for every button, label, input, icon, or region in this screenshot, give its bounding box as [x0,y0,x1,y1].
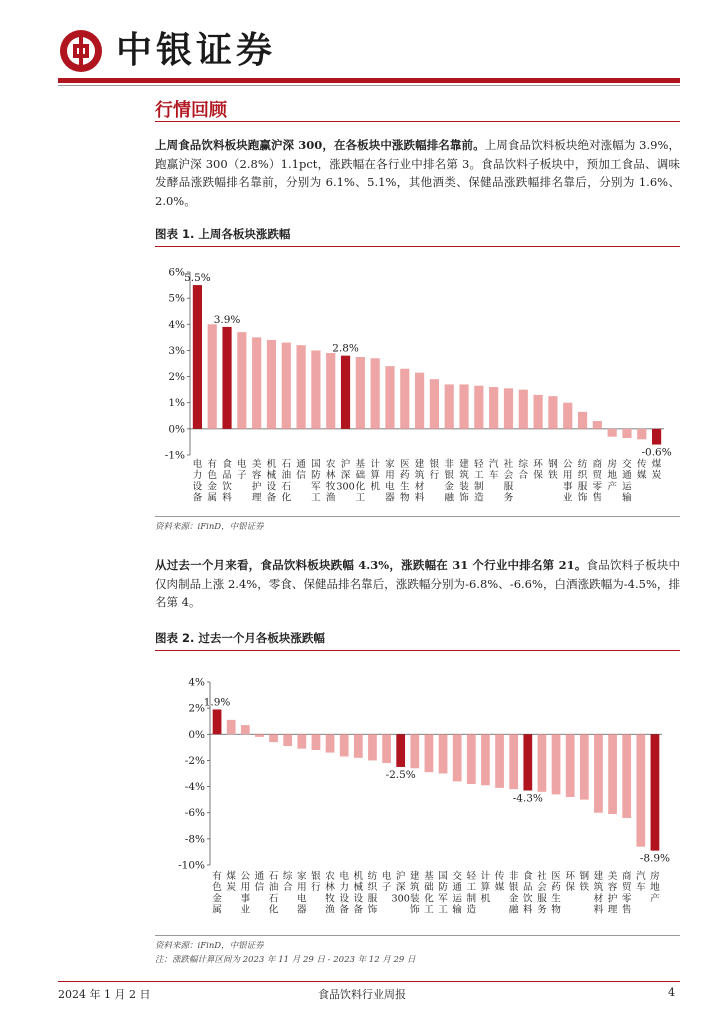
category-label: 商贸零售 [592,459,603,504]
bar-纺织服饰 [578,412,587,429]
footer-date: 2024 年 1 月 2 日 [58,988,151,1001]
figure-1-bottom-rule [155,516,680,517]
data-label: -8.9% [639,852,671,865]
bar-建筑装饰 [459,384,468,428]
bar-煤炭 [652,429,661,445]
bar-煤炭 [227,720,236,734]
figure-1-source: 资料来源：iFinD，中银证券 [155,522,264,532]
bar-轻工制造 [474,386,483,429]
y-tick-label: -1% [164,449,185,462]
bar-医药生物 [552,734,561,794]
data-label: 1.9% [203,696,231,709]
paragraph-2 [155,556,680,612]
category-label: 传媒 [636,459,647,482]
chart-weekly-sector-returns [150,260,680,515]
y-tick-label: 1% [168,397,185,410]
bar-计算机 [481,734,490,785]
figure-1-rule [155,246,680,247]
footer-rule [58,981,680,982]
bar-银行 [430,379,439,429]
bar-社会服务 [504,388,513,429]
category-label: 煤炭 [651,459,662,482]
category-label: 电子 [381,871,392,894]
category-label: 机械设备 [353,871,364,916]
category-label: 综合 [282,871,293,894]
bar-基础化工 [356,357,365,429]
bar-轻工制造 [467,734,476,784]
category-label: 建筑装饰 [459,459,469,504]
bar-房地产 [651,734,660,850]
category-label: 房地产 [650,871,660,905]
section-rule [155,121,680,122]
bar-建筑材料 [415,373,424,429]
bar-非银金融 [445,384,454,428]
category-label: 石油石化 [281,459,292,504]
bar-沪深300 [396,734,405,767]
category-label: 通信 [296,459,306,482]
bar-环保 [534,395,543,429]
footer-page-number: 4 [668,986,675,999]
bar-美容护理 [252,337,261,429]
paragraph-1-body: 上周食品饮料板块绝对涨幅为 3.9%，跑赢沪深 300（2.8%）1.1pct，涨跌幅在各行业中排名第 3。食品饮料子板块中，预加工食品、调味发酵品涨跌幅排名靠前，分别为 6.1%、5.1%，其他酒类、保健品涨跌幅排名靠后，分别为 1.6%、2.0%。 [155,138,680,208]
category-label: 银行 [429,459,440,482]
category-label: 社会服务 [503,459,514,504]
bar-石油石化 [282,343,291,429]
category-label: 非银金融 [508,871,519,916]
bar-传媒 [495,734,504,788]
category-label: 机械设备 [266,459,277,504]
bar-家用电器 [297,734,306,748]
bar-汽车 [489,387,498,429]
bar-环保 [566,734,575,797]
y-tick-label: -4% [184,781,205,794]
bar-公用事业 [241,725,250,734]
y-tick-label: -10% [178,859,205,872]
category-label: 沪深 300 [391,871,410,905]
category-label: 轻工制造 [474,459,484,504]
y-tick-label: 4% [188,676,205,689]
bar-纺织服饰 [368,734,377,760]
y-tick-label: 5% [168,292,185,305]
bar-机械设备 [354,734,363,758]
bar-传媒 [637,429,646,439]
category-label: 石油石化 [268,871,279,916]
category-label: 轻工制造 [466,871,477,916]
y-tick-label: 6% [168,266,185,279]
bar-汽车 [636,734,645,846]
data-label: 2.8% [332,342,359,355]
bar-电子 [382,734,391,763]
category-label: 食品饮料 [523,871,533,916]
bar-基础化工 [425,734,434,772]
bar-农林牧渔 [326,734,335,752]
paragraph-2-body: 食品饮料子板块中仅肉制品上涨 2.4%，零食、保健品排名靠后，涨跌幅分别为-6.8%、-6.6%，白酒涨跌幅为-4.5%，排名第 4。 [155,558,681,609]
bar-家用电器 [385,366,394,429]
bar-食品饮料 [523,734,532,790]
figure-2-rule [155,650,680,651]
category-label: 计算机 [370,459,380,493]
data-label: -2.5% [385,768,416,781]
category-label: 汽车 [636,871,646,894]
data-label: -0.6% [641,446,672,459]
category-label: 国防军工 [311,459,321,504]
category-label: 有色金属 [212,871,222,916]
category-label: 建筑材料 [593,871,604,916]
category-label: 纺织服饰 [577,459,588,504]
bar-国防军工 [311,350,320,428]
category-label: 医药生物 [399,459,410,504]
header-rule [58,78,680,83]
figure-2-title: 图表 2. 过去一个月各板块涨跌幅 [155,631,325,645]
bar-钢铁 [580,734,589,799]
header-rule-thin [58,85,680,86]
category-label: 钢铁 [579,871,590,894]
data-label: 3.9% [213,313,241,326]
category-label: 计算机 [480,871,491,905]
category-label: 纺织服饰 [367,871,378,916]
category-label: 农林牧渔 [325,459,336,504]
bar-食品饮料 [222,327,231,429]
y-tick-label: 4% [168,318,185,331]
category-label: 食品饮料 [222,459,232,504]
figure-1-title: 图表 1. 上周各板块涨跌幅 [155,227,291,241]
bar-交通运输 [622,429,631,438]
bar-石油石化 [269,734,278,742]
figure-2-bottom-rule [155,935,680,936]
category-label: 美容护理 [251,459,262,504]
bar-医药生物 [400,369,409,429]
bar-交通运输 [453,734,462,781]
category-label: 电力设备 [339,871,349,916]
bar-计算机 [371,358,380,429]
category-label: 环保 [533,459,543,482]
figure-2-note: 注：涨跌幅计算区间为 2023 年 11 月 29 日 - 2023 年 12 月 29 日 [155,955,416,965]
bar-农林牧渔 [326,353,335,429]
bar-建筑装饰 [410,734,419,768]
category-label: 建筑材料 [414,459,425,504]
y-tick-label: -8% [184,833,205,846]
data-label: 5.5% [184,272,211,285]
section-title: 行情回顾 [155,100,227,121]
bar-美容护理 [608,734,617,814]
y-tick-label: -6% [184,807,205,820]
category-label: 国防军工 [438,871,448,916]
data-label: -4.3% [512,792,543,805]
brand-name: 中银证券 [116,30,277,71]
bar-建筑材料 [594,734,603,812]
bar-电力设备 [193,285,202,429]
bar-商贸零售 [622,734,631,818]
paragraph-2-lead: 从过去一个月来看，食品饮料板块跌幅 4.3%，涨跌幅在 31 个行业中排名第 21。 [155,558,587,572]
category-label: 社会服务 [537,871,547,916]
bar-电子 [237,332,246,429]
category-label: 家用电器 [297,871,307,916]
y-tick-label: -2% [184,754,205,767]
category-label: 沪深 300 [336,459,355,493]
category-label: 公用事业 [240,871,251,916]
category-label: 公用事业 [562,459,573,504]
category-label: 美容护理 [607,871,618,916]
bar-通信 [297,345,306,429]
category-label: 基础化工 [355,459,366,504]
boc-logo-icon [58,28,104,74]
category-label: 基础化工 [424,871,434,916]
y-tick-label: 3% [168,344,185,357]
bar-公用事业 [563,403,572,429]
bar-综合 [519,390,528,429]
bar-社会服务 [538,734,547,792]
category-label: 医药生物 [551,871,561,916]
category-label: 煤炭 [226,871,236,894]
chart-monthly-sector-returns [150,672,680,934]
category-label: 通信 [254,871,265,894]
category-label: 汽车 [488,459,499,482]
category-label: 传媒 [494,871,505,894]
category-label: 环保 [565,871,575,894]
bar-国防军工 [439,734,448,773]
bar-综合 [283,734,292,746]
bar-房地产 [608,429,617,437]
category-label: 非银金融 [444,459,455,504]
category-label: 综合 [518,459,529,482]
category-label: 房地产 [607,459,617,493]
bar-非银金融 [509,734,518,789]
category-label: 家用电器 [385,459,395,504]
category-label: 农林牧渔 [325,871,335,916]
bar-有色金属 [213,709,222,734]
bar-沪深300 [341,356,350,429]
category-label: 有色金属 [207,459,218,504]
category-label: 钢铁 [548,459,558,482]
bar-有色金属 [208,324,217,429]
figure-2-source: 资料来源：iFinD，中银证券 [155,941,264,951]
category-label: 建筑装饰 [410,871,420,916]
category-label: 交通运输 [452,871,462,916]
y-tick-label: 2% [188,702,205,715]
paragraph-1-lead: 上周食品饮料板块跑赢沪深 300，在各板块中涨跌幅排名靠前。 [155,138,485,152]
bar-钢铁 [548,396,557,429]
footer-title: 食品饮料行业周报 [318,988,406,1001]
category-label: 电力设备 [192,459,203,504]
category-label: 银行 [311,871,321,894]
y-tick-label: 0% [168,423,185,436]
y-tick-label: 0% [188,728,205,741]
bar-电力设备 [340,734,349,756]
paragraph-1 [155,136,680,210]
category-label: 交通运输 [622,459,632,504]
category-label: 商贸零售 [621,871,632,916]
bar-商贸零售 [593,421,602,429]
bar-通信 [255,734,264,737]
y-tick-label: 2% [168,371,185,384]
bar-机械设备 [267,340,276,429]
category-label: 电子 [237,459,247,482]
bar-银行 [312,734,321,750]
